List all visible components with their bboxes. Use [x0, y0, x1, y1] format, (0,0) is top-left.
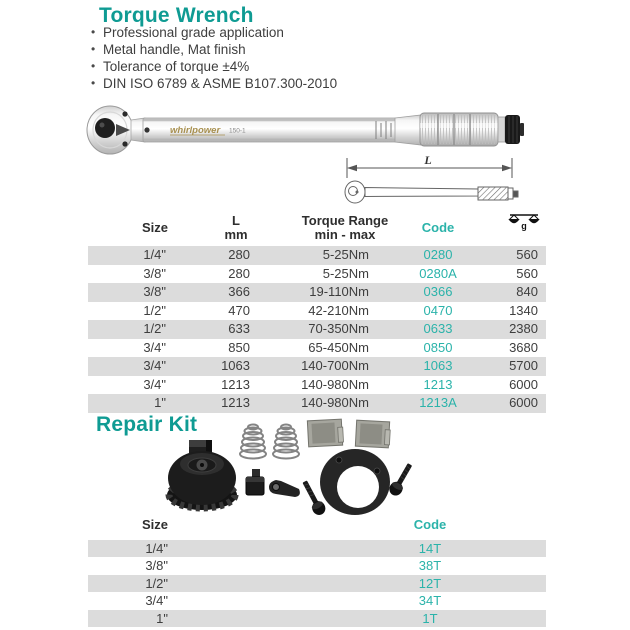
size-cell: 3/8"	[143, 284, 166, 299]
size-cell: 3/4"	[145, 593, 168, 609]
size-cell: 1/4"	[145, 541, 168, 556]
spec-header-size: Size	[141, 220, 168, 235]
spring-part	[273, 425, 299, 459]
feature-text: DIN ISO 6789 & ASME B107.300-2010	[103, 76, 338, 91]
wrench-shaft	[143, 118, 397, 142]
feature-text: Professional grade application	[103, 25, 284, 40]
torque-range-cell: 140-980Nm	[301, 395, 369, 410]
feature-item	[91, 41, 337, 58]
bullet-icon: •	[91, 59, 96, 73]
spring-part	[240, 425, 266, 459]
weight-scale-icon	[508, 212, 540, 236]
repair-table-row	[88, 592, 546, 609]
code-cell: 1213	[423, 376, 453, 392]
weight-cell: 560	[516, 265, 538, 281]
code-cell: 34T	[418, 593, 442, 609]
torque-range-cell: 5-25Nm	[322, 247, 369, 262]
length-cell: 280	[228, 247, 250, 262]
code-cell: 1063	[423, 358, 453, 373]
repair-header-size: Size	[141, 517, 168, 532]
model-text: 150-1	[229, 127, 246, 135]
size-cell: 3/4"	[143, 376, 166, 392]
metal-clip-part	[307, 419, 343, 447]
code-cell: 0280	[423, 247, 453, 262]
torque-range-cell: 19-110Nm	[309, 284, 369, 299]
torque-range-cell: 5-25Nm	[322, 265, 369, 281]
code-cell: 12T	[418, 575, 442, 591]
code-cell: 0366	[423, 284, 453, 299]
weight-cell: 3680	[509, 339, 538, 355]
feature-list	[91, 24, 337, 92]
wrench-head	[87, 106, 133, 154]
spec-header-code: Code	[421, 220, 455, 235]
feature-text: Tolerance of torque ±4%	[103, 59, 250, 74]
bullet-icon: •	[91, 25, 96, 39]
length-cell: 1213	[221, 395, 250, 410]
length-cell: 633	[228, 321, 250, 336]
length-diagram	[338, 146, 553, 218]
wrench-taper	[395, 115, 421, 145]
repair-kit-title: Repair Kit	[96, 413, 198, 436]
size-cell: 1/2"	[143, 302, 166, 318]
weight-cell: 6000	[509, 376, 538, 392]
spec-table-row	[88, 339, 546, 358]
spec-table-row	[88, 265, 546, 284]
length-cell: 366	[228, 284, 250, 299]
code-cell: 0280A	[419, 265, 457, 281]
bullet-icon: •	[91, 42, 96, 56]
square-drive-part	[246, 469, 264, 495]
spec-table-row	[88, 357, 546, 376]
length-cell: 850	[228, 339, 250, 355]
brand-text: whirlpower	[170, 125, 221, 136]
weight-cell: 5700	[509, 358, 538, 373]
length-cell: 1213	[221, 376, 250, 392]
spec-table-row	[88, 320, 546, 339]
torque-range-cell: 140-700Nm	[301, 358, 369, 373]
spec-header-torque: Torque Range min - max	[301, 213, 389, 242]
feature-item	[91, 75, 337, 92]
code-cell: 38T	[418, 558, 442, 574]
torque-range-cell: 65-450Nm	[308, 339, 369, 355]
feature-text: Metal handle, Mat finish	[103, 42, 246, 57]
size-cell: 3/4"	[143, 358, 166, 373]
size-cell: 1"	[156, 610, 168, 626]
repair-table-row	[88, 575, 546, 592]
size-cell: 1"	[154, 395, 166, 410]
wrench-grip	[420, 113, 498, 146]
repair-table-row	[88, 610, 546, 627]
size-cell: 1/2"	[143, 321, 166, 336]
length-cell: 470	[228, 302, 250, 318]
weight-cell: 840	[516, 284, 538, 299]
length-cell: 280	[228, 265, 250, 281]
ratchet-head-part	[167, 440, 237, 510]
spec-table	[88, 211, 546, 413]
size-cell: 3/8"	[145, 558, 168, 574]
repair-header-code: Code	[413, 517, 447, 532]
repair-kit-image	[163, 406, 438, 528]
spec-table-row	[88, 246, 546, 265]
page-title: Torque Wrench	[99, 4, 254, 27]
pawl-part	[269, 480, 300, 497]
code-cell: 0633	[423, 321, 453, 336]
spec-table-row	[88, 376, 546, 395]
dimension-label: L	[424, 153, 432, 167]
wrench-end-cap	[498, 115, 524, 144]
weight-cell: 2380	[509, 321, 538, 336]
code-cell: 0470	[423, 302, 453, 318]
gasket-ring-part	[320, 449, 390, 515]
size-cell: 1/2"	[145, 575, 168, 591]
size-cell: 1/4"	[143, 247, 166, 262]
torque-range-cell: 70-350Nm	[308, 321, 369, 336]
weight-cell: 1340	[509, 302, 538, 318]
weight-cell: 560	[516, 247, 538, 262]
bullet-icon: •	[91, 76, 96, 90]
spec-table-row	[88, 283, 546, 302]
spec-table-row	[88, 302, 546, 321]
torque-range-cell: 42-210Nm	[308, 302, 369, 318]
code-cell: 0850	[423, 339, 453, 355]
metal-clip-part	[355, 420, 390, 448]
feature-item	[91, 24, 337, 41]
length-cell: 1063	[221, 358, 250, 373]
code-cell: 1T	[422, 610, 438, 626]
weight-unit-label: g	[521, 221, 527, 231]
code-cell: 14T	[418, 541, 442, 556]
spec-header-length: L mm	[224, 213, 248, 242]
torque-range-cell: 140-980Nm	[301, 376, 369, 392]
wrench-outline	[345, 181, 518, 203]
weight-cell: 6000	[509, 395, 538, 410]
size-cell: 3/8"	[143, 265, 166, 281]
feature-item	[91, 58, 337, 75]
code-cell: 1213A	[419, 395, 457, 410]
screw-part	[387, 461, 416, 498]
repair-table-row	[88, 540, 546, 557]
repair-kit-table	[88, 516, 546, 628]
repair-table-row	[88, 557, 546, 574]
size-cell: 3/4"	[143, 339, 166, 355]
